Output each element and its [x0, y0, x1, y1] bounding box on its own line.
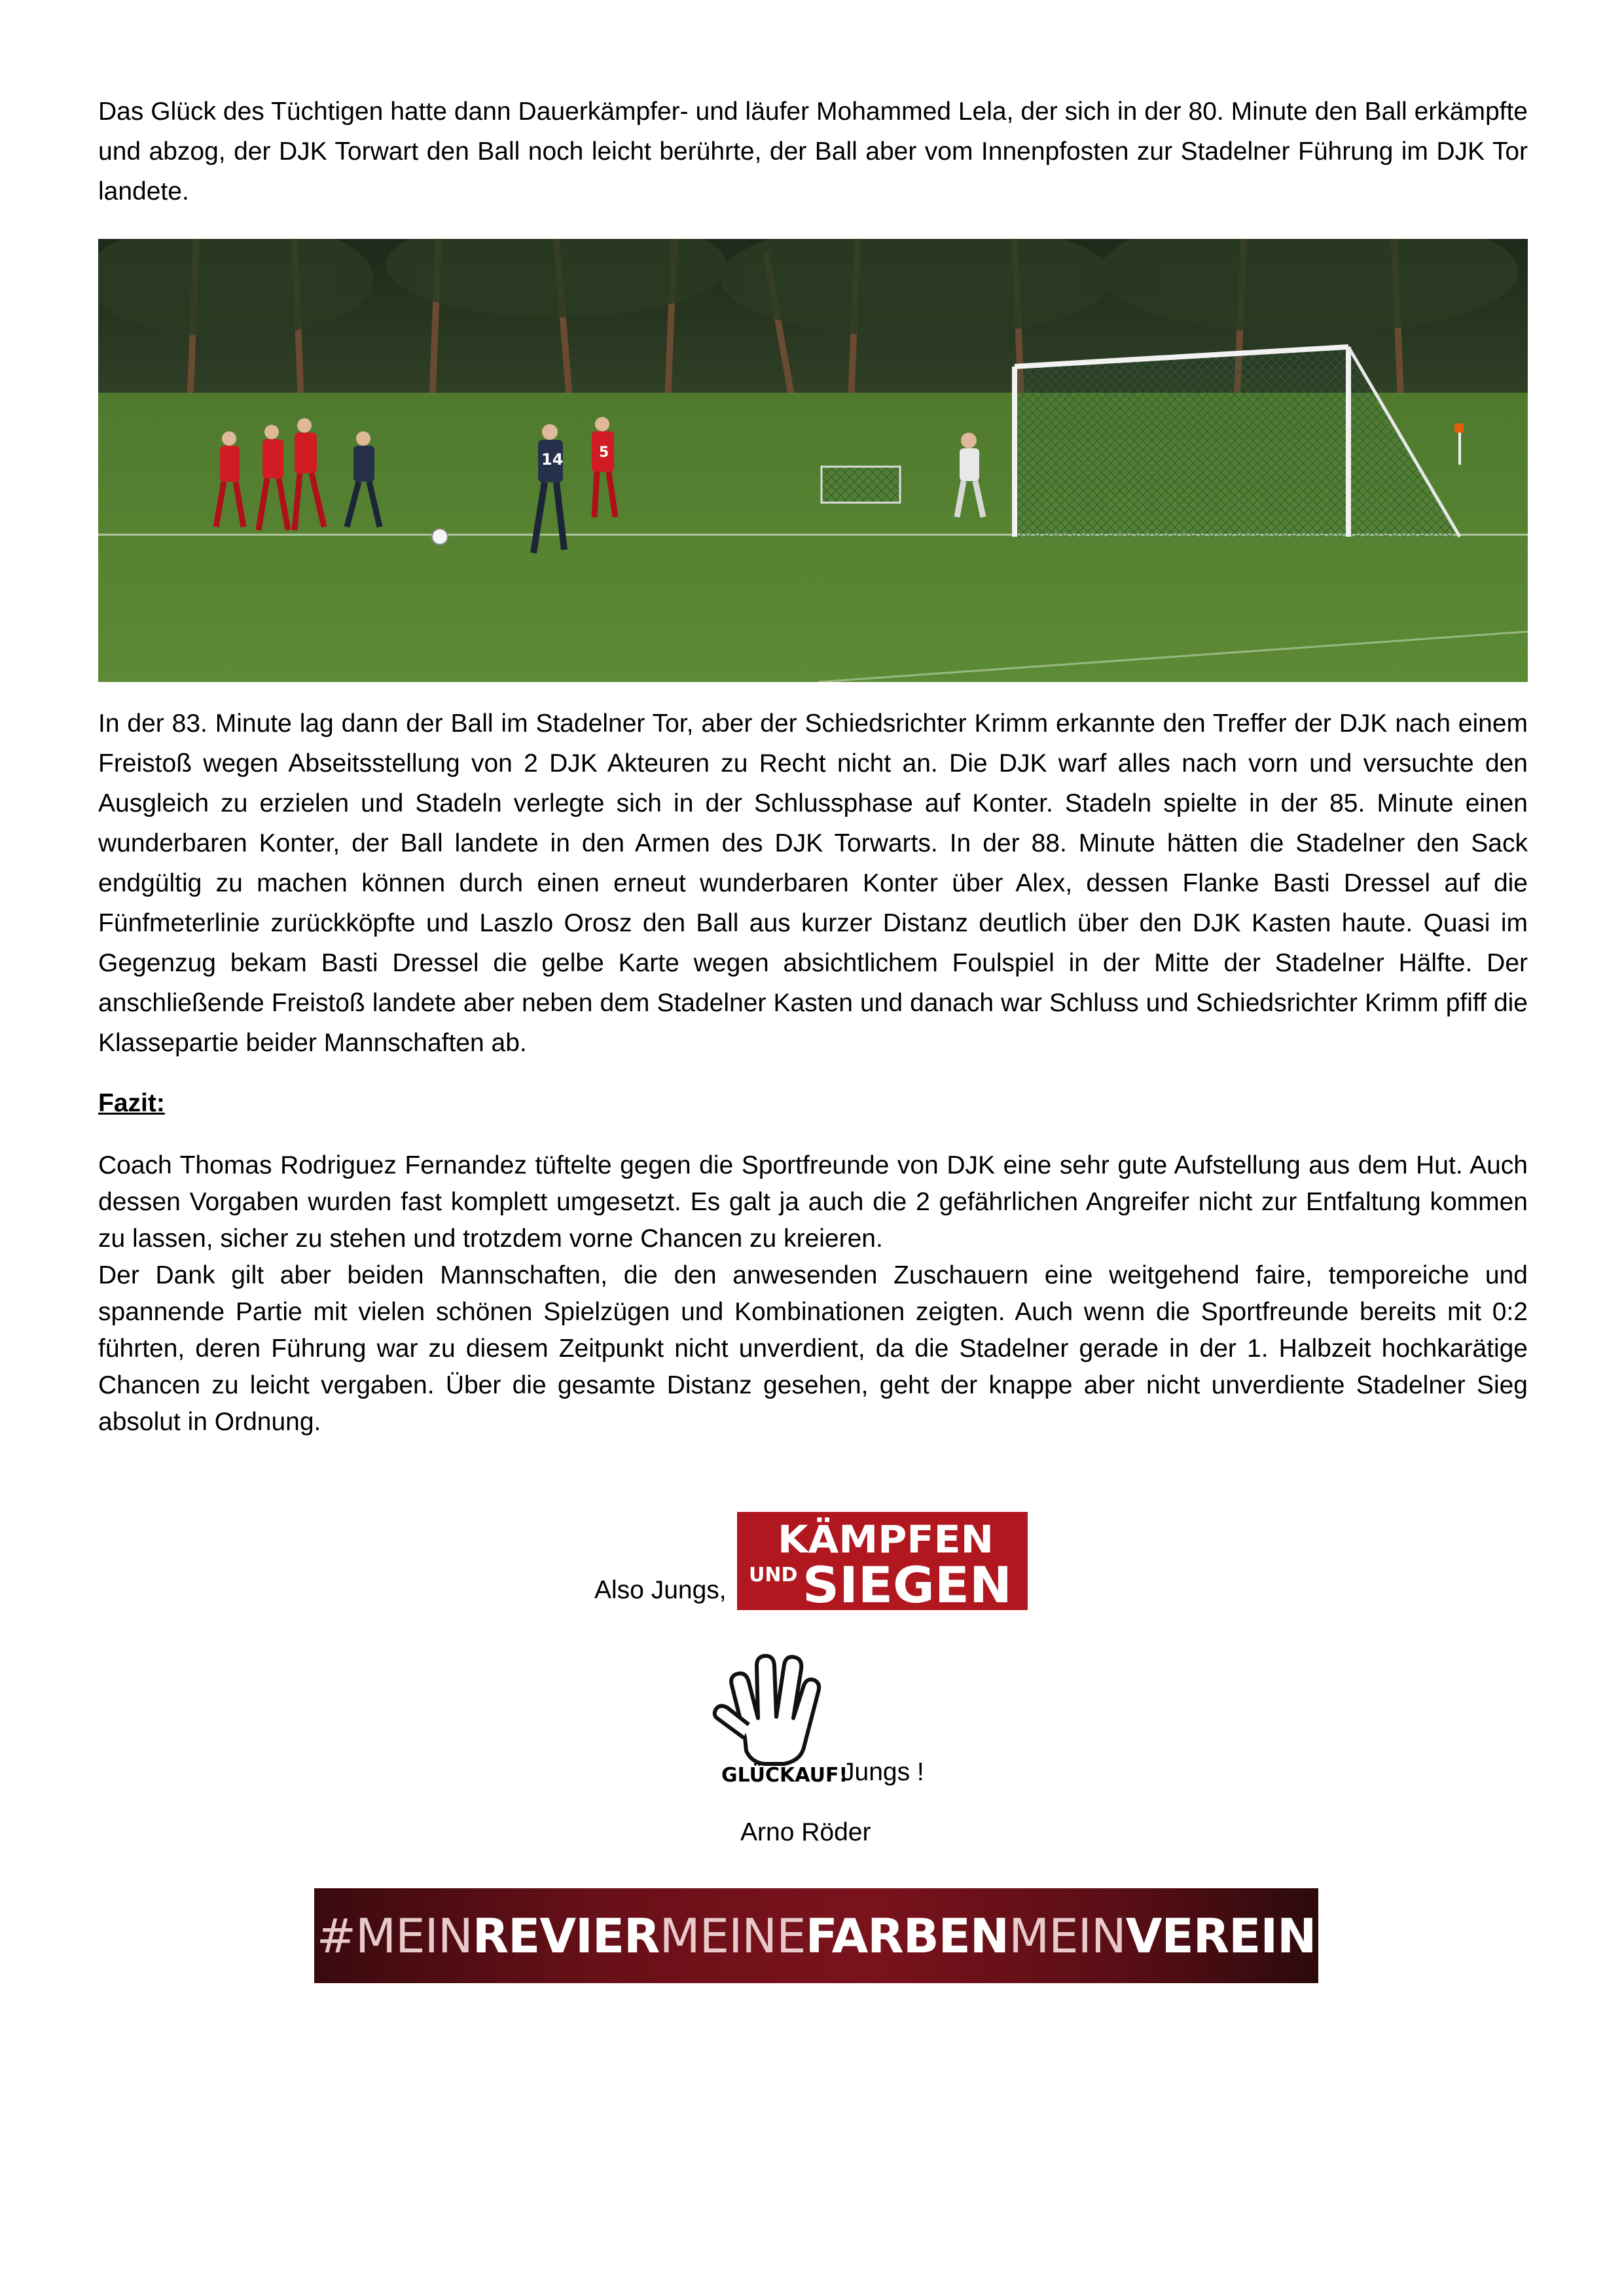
paragraph-3a-text: Coach Thomas Rodriguez Fernandez tüftelte gegen die Sportfreunde von DJK eine sehr gute Aufstellung aus dem Hut. Auch dessen Vorgaben wurden fast komplett umgesetzt. Es galt ja auch die 2 gefährlichen Angreifer nicht zur Entfaltung kommen zu lassen, sicher zu stehen und trotzdem vorne Chancen zu kreieren.: [98, 1151, 1528, 1253]
paragraph-2-text: In der 83. Minute lag dann der Ball im Stadelner Tor, aber der Schiedsrichter Krimm erkannte den Treffer der DJK nach einem Freistoß wegen Abseitsstellung von 2 DJK Akteuren zu Recht nicht an. Die DJK warf alles nach vorn und versuchte den Ausgleich zu erzielen und Stadeln verlegte sich in der Schlussphase auf Konter. Stadeln spielte in der 85. Minute einen wunderbaren Konter, der Ball landete in den Armen des DJK Torwarts. In der 88. Minute hätten die Stadelner den Sack endgültig zu machen können durch einen erneut wunderbaren Konter über Alex, dessen Flanke Basti Dressel auf die Fünfmeterlinie zurückköpfte und Laszlo Orosz den Ball aus kurzer Distanz deutlich über den DJK Kasten haute. Quasi im Gegenzug bekam Basti Dressel die gelbe Karte wegen absichtlichem Foulspiel in der Mitte der Stadelner Hälfte. Der anschließende Freistoß landete aber neben dem Stadelner Kasten und danach war Schluss und Schiedsrichter Krimm pfiff die Klassepartie beider Mannschaften ab.: [98, 709, 1528, 1057]
ball: [432, 529, 448, 545]
small-goal: [821, 467, 900, 503]
banner-hash-mein: #MEIN: [316, 1908, 473, 1964]
banner-meine: MEINE: [659, 1908, 806, 1964]
motto-banner: [314, 1888, 1318, 1983]
also-jungs: Also Jungs,: [594, 1576, 727, 1604]
banner-revier: REVIER: [472, 1908, 660, 1964]
jersey-number: 14: [541, 450, 564, 469]
logo-und-text: UND: [749, 1564, 798, 1587]
fazit-heading: Fazit:: [98, 1089, 165, 1117]
gluckauf-label: GLÜCKAUF!: [721, 1764, 848, 1787]
paragraph-3: [98, 1147, 1528, 1441]
banner-verein: VEREIN: [1125, 1908, 1316, 1964]
kampfen-und-siegen-logo: [737, 1512, 1028, 1610]
paragraph-2: [98, 704, 1528, 1063]
logo-siegen-text: SIEGEN: [803, 1556, 1012, 1610]
jersey-number-red: 5: [599, 444, 609, 461]
paragraph-3b-text: Der Dank gilt aber beiden Mannschaften, die den anwesenden Zuschauern eine weitgehend faire, temporeiche und spannende Partie mit vielen schönen Spielzügen und Kombinationen zeigten. Auch wenn die Sportfreunde bereits mit 0:2 führten, deren Führung war zu diesem Zeitpunkt nicht unverdient, da die Stadelner gerade in der 1. Halbzeit hochkarätige Chancen zu leicht vergaben. Über die gesamte Distanz gesehen, geht der knappe aber nicht unverdiente Stadelner Sieg absolut in Ordnung.: [98, 1261, 1528, 1436]
logo-kampfen-text: KÄMPFEN: [778, 1517, 986, 1562]
match-photo: [98, 239, 1528, 682]
paragraph-1: [98, 92, 1528, 211]
banner-mein: MEIN: [1009, 1908, 1126, 1964]
paragraph-1-text: Das Glück des Tüchtigen hatte dann Dauerkämpfer- und läufer Mohammed Lela, der sich in der 80. Minute den Ball erkämpfte und abzog, der DJK Torwart den Ball noch leicht berührte, der Ball aber vom Innenpfosten zur Stadelner Führung im DJK Tor landete.: [98, 98, 1528, 206]
author-name: Arno Röder: [740, 1818, 871, 1846]
jungs-text: Jungs !: [842, 1758, 924, 1786]
banner-farben: FARBEN: [805, 1908, 1009, 1964]
